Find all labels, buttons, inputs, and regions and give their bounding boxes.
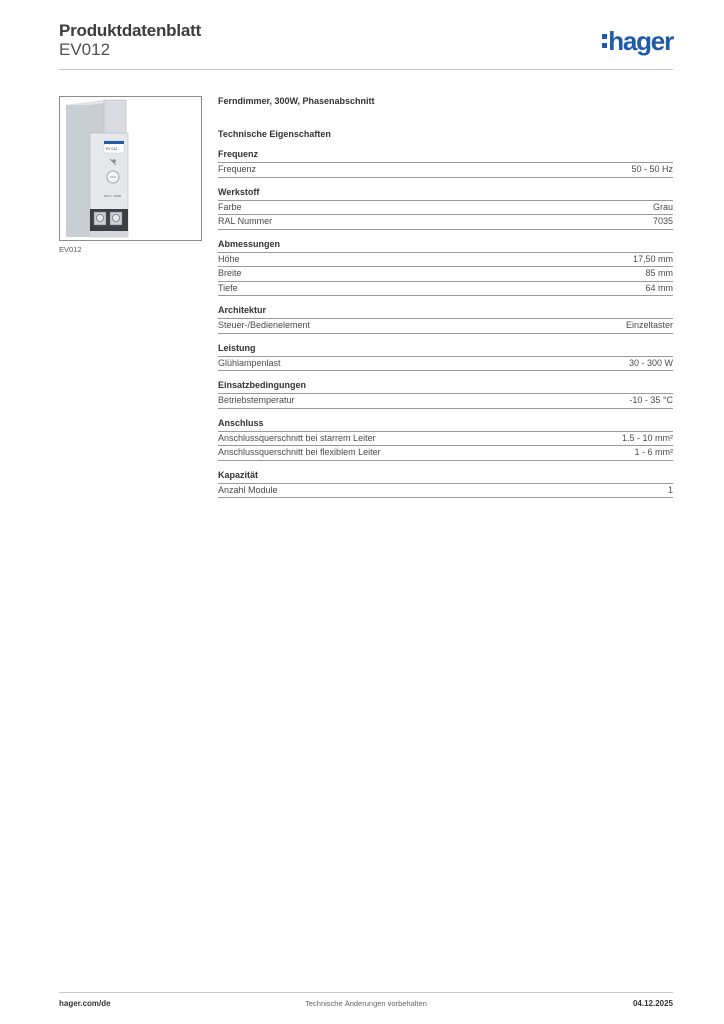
page-footer bbox=[59, 992, 673, 1008]
spec-row bbox=[218, 253, 673, 268]
spec-row bbox=[218, 484, 673, 499]
product-image bbox=[59, 96, 202, 241]
spec-value: 17,50 mm bbox=[632, 253, 673, 264]
spec-group bbox=[218, 470, 673, 499]
spec-label: Tiefe bbox=[218, 282, 238, 293]
spec-label: Höhe bbox=[218, 253, 240, 264]
spec-row bbox=[218, 394, 673, 409]
spec-row bbox=[218, 267, 673, 282]
spec-group bbox=[218, 239, 673, 297]
spec-group bbox=[218, 305, 673, 334]
spec-groups bbox=[218, 149, 673, 498]
image-caption: EV012 bbox=[59, 245, 82, 254]
terminal-screw-1 bbox=[97, 215, 104, 222]
document-title: Produktdatenblatt bbox=[59, 21, 202, 40]
product-code: EV012 bbox=[59, 40, 111, 59]
spec-group bbox=[218, 418, 673, 461]
spec-group bbox=[218, 343, 673, 372]
device-illustration bbox=[60, 97, 201, 240]
section-heading: Technische Eigenschaften bbox=[218, 129, 331, 139]
spec-label: Betriebstemperatur bbox=[218, 395, 295, 405]
spec-row bbox=[218, 357, 673, 372]
footer-note: Technische Änderungen vorbehalten bbox=[305, 999, 427, 1008]
spec-label: Farbe bbox=[218, 201, 242, 212]
spec-group bbox=[218, 187, 673, 230]
spec-row bbox=[218, 446, 673, 461]
product-description: Ferndimmer, 300W, Phasenabschnitt bbox=[218, 96, 375, 106]
spec-value: 85 mm bbox=[645, 268, 673, 278]
page-header bbox=[59, 21, 673, 70]
spec-label: Breite bbox=[218, 268, 242, 278]
spec-row bbox=[218, 201, 673, 216]
spec-row bbox=[218, 163, 673, 178]
device-label-text: EV 012 bbox=[106, 147, 118, 151]
device-led bbox=[112, 159, 116, 163]
footer-date: 04.12.2025 bbox=[632, 999, 673, 1008]
spec-value: Einzeltaster bbox=[625, 320, 673, 330]
logo-text: hager bbox=[608, 26, 673, 56]
spec-value: 1 bbox=[667, 484, 673, 495]
spec-value: 7035 bbox=[652, 216, 673, 226]
spec-value: -10 - 35 °C bbox=[629, 395, 673, 405]
spec-value: 30 - 300 W bbox=[628, 357, 673, 368]
spec-row bbox=[218, 282, 673, 297]
specifications bbox=[218, 95, 673, 498]
spec-label: Anschlussquerschnitt bei flexiblem Leiter bbox=[218, 447, 381, 457]
hager-logo bbox=[602, 28, 673, 54]
spec-group-title: Leistung bbox=[218, 343, 673, 357]
spec-group-title: Kapazität bbox=[218, 470, 673, 484]
spec-row bbox=[218, 432, 673, 447]
device-upper bbox=[104, 100, 126, 133]
device-rating-text: 230 V~ 300W bbox=[104, 194, 122, 198]
spec-group-title: Architektur bbox=[218, 305, 673, 319]
spec-row bbox=[218, 215, 673, 230]
spec-group bbox=[218, 380, 673, 409]
spec-group-title: Anschluss bbox=[218, 418, 673, 432]
spec-label: Anschlussquerschnitt bei starrem Leiter bbox=[218, 432, 376, 443]
spec-group-title: Abmessungen bbox=[218, 239, 673, 253]
spec-value: 1 - 6 mm² bbox=[634, 447, 673, 457]
spec-group-title: Werkstoff bbox=[218, 187, 673, 201]
spec-row bbox=[218, 319, 673, 334]
spec-value: 1.5 - 10 mm² bbox=[621, 432, 673, 443]
spec-label: Frequenz bbox=[218, 164, 257, 174]
logo-dots-icon bbox=[602, 34, 607, 48]
spec-label: Steuer-/Bedienelement bbox=[218, 320, 311, 330]
device-label-stripe bbox=[104, 141, 124, 144]
spec-group bbox=[218, 149, 673, 178]
footer-website: hager.com/de bbox=[59, 999, 111, 1008]
spec-value: 50 - 50 Hz bbox=[631, 164, 673, 174]
device-bottom bbox=[90, 231, 128, 237]
spec-value: Grau bbox=[652, 201, 673, 212]
spec-label: RAL Nummer bbox=[218, 216, 273, 226]
terminal-screw-2 bbox=[113, 215, 120, 222]
spec-label: Anzahl Module bbox=[218, 484, 278, 495]
spec-label: Glühlampenlast bbox=[218, 357, 281, 368]
spec-group-title: Einsatzbedingungen bbox=[218, 380, 673, 394]
spec-value: 64 mm bbox=[645, 282, 673, 293]
spec-group-title: Frequenz bbox=[218, 149, 673, 163]
